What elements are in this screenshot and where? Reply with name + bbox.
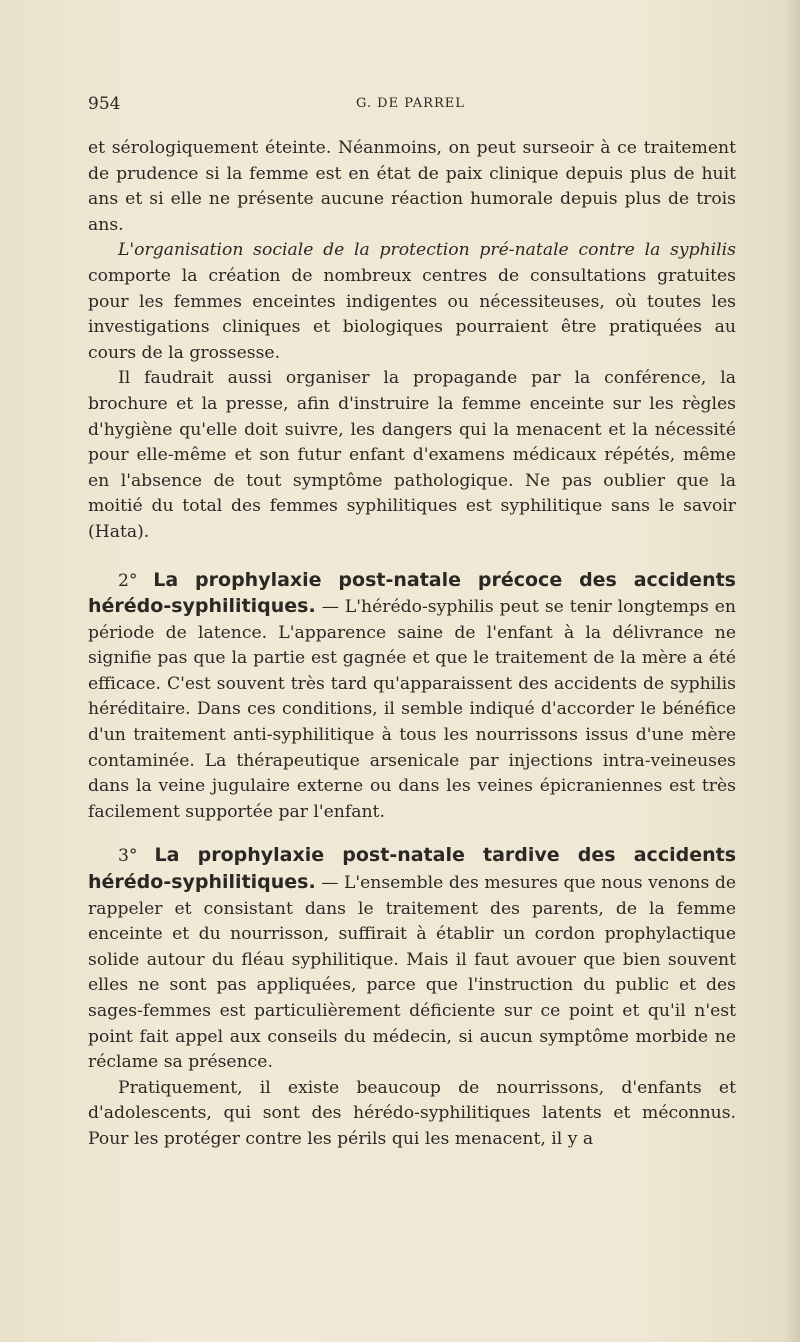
- paragraph-2: [88, 238, 736, 366]
- running-head: G. DE PARREL: [356, 96, 465, 111]
- section-2-heading: La prophylaxie post-natale précoce des accidents hérédo-syphilitiques.: [88, 568, 736, 618]
- section-2-text: — L'hérédo-syphilis peut se tenir longtemps en période de latence. L'apparence saine de l'enfant à la délivrance ne signifie pas que la partie est gagnée et que le traitement de la mère a été efficace. C'est souvent très tard qu'apparaissent des accidents de syphilis héréditaire. Dans ces conditions, il semble indiqué d'accorder le bénéfice d'un traitement anti-syphilitique à tous les nourrissons issus d'une mère contaminée. La thérapeutique arsenicale par injections intra-veineuses dans la veine jugulaire externe ou dans les veines épicraniennes est très facilement supportée par l'enfant.: [88, 597, 736, 822]
- section-3-number: 3°: [118, 846, 138, 867]
- paragraph-1-text: et sérologiquement éteinte. Néanmoins, on peut surseoir à ce traitement de prudence si la femme est en état de paix clinique depuis plus de huit ans et si elle ne présente aucune réaction humorale depuis plus de trois ans.: [88, 138, 736, 235]
- page-body: [88, 136, 736, 1153]
- paragraph-2-italic: L'organisation sociale de la protection pré-natale contre la syphilis: [118, 240, 736, 261]
- section-3-text: — L'ensemble des mesures que nous venons de rappeler et consistant dans le traitement des parents, de la femme enceinte et du nourrisson, suffirait à établir un cordon prophylactique solide autour du fléau syphilitique. Mais il faut avouer que bien souvent elles ne sont pas appliquées, parce que l'instruction du public et des sages-femmes est particulièrement déficiente sur ce point et qu'il n'est point fait appel aux conseils du médecin, si aucun symptôme morbide ne réclame sa présence.: [88, 873, 736, 1073]
- section-2: [88, 568, 736, 826]
- paragraph-6-text: Pratiquement, il existe beaucoup de nourrissons, d'enfants et d'adolescents, qui sont des hérédo-syphilitiques latents et méconnus. Pour les protéger contre les périls qui les menacent, il y a: [88, 1077, 736, 1149]
- page-header: [88, 94, 736, 118]
- paragraph-2-text: comporte la création de nombreux centres de consultations gratuites pour les femmes enceintes indigentes ou nécessiteuses, où toutes les investigations cliniques et biologiques pourraient être pratiquées au cours de la grossesse.: [88, 265, 736, 363]
- section-3-heading: La prophylaxie post-natale tardive des accidents hérédo-syphilitiques.: [88, 844, 737, 894]
- paragraph-3: [88, 366, 736, 545]
- paragraph-3-text: Il faudrait aussi organiser la propagande par la conférence, la brochure et la presse, afin d'instruire la femme enceinte sur les règles d'hygiène qu'elle doit suivre, les dangers qui la menacent et la nécessité pour elle-même et son futur enfant d'examens médicaux répétés, même en l'absence de tout symptôme pathologique. Ne pas oublier que la moitié du total des femmes syphilitiques est syphilitique sans le savoir (Hata).: [88, 368, 736, 542]
- paragraph-1: [88, 136, 736, 238]
- section-2-number: 2°: [118, 570, 138, 591]
- paragraph-6: [88, 1076, 736, 1153]
- page-edge-shadow: [786, 0, 800, 1342]
- section-3: [88, 843, 736, 1075]
- page-number: 954: [88, 94, 121, 114]
